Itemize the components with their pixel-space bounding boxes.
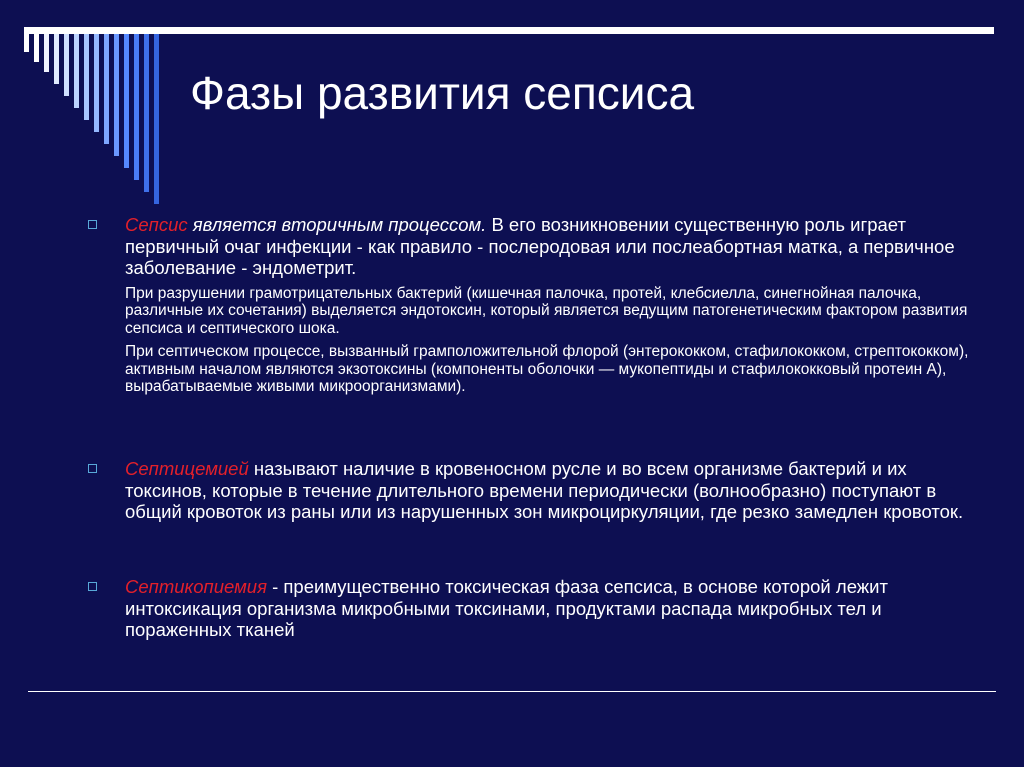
square-bullet-icon <box>88 464 97 473</box>
bullet-text <box>125 576 988 641</box>
square-bullet-icon <box>88 582 97 591</box>
top-rule <box>24 27 994 34</box>
square-bullet-icon <box>88 220 97 229</box>
term-suffix: является вторичным процессом. <box>187 214 487 235</box>
term-septicopyemia: Септикопиемия <box>125 576 267 597</box>
term-septicemia: Септицемией <box>125 458 249 479</box>
bullet-item-septicemia <box>88 458 988 523</box>
bullet-text <box>125 214 988 279</box>
slide-title: Фазы развития сепсиса <box>190 67 695 119</box>
sub-paragraph-gram-negative: При разрушении грамотрицательных бактерий (кишечная палочка, протей, клебсиелла, синегнойная палочка, различные их сочетания) выделяется эндотоксин, который является ведущим патогенетическим фактором развития сепсиса и септического шока. <box>125 284 968 337</box>
bullet-item-septicopyemia <box>88 576 988 641</box>
bullet-text <box>125 458 988 523</box>
term-sepsis: Сепсис <box>125 214 188 235</box>
sub-paragraph-gram-positive: При септическом процессе, вызванный грамположительной флорой (энтерококком, стафилококком, стрептококком), активным началом являются экзотоксины (компоненты оболочки — мукопептиды и стафилококковый протеин А), вырабатываемые живыми микроорганизмами). <box>125 343 969 395</box>
decorative-stripes <box>24 34 174 214</box>
bottom-rule <box>28 691 996 692</box>
bullet-body: В его возникновении существенную роль играет первичный очаг инфекции - как правило - послеродовая или послеабортная матка, а первичное заболевание - эндометрит. <box>125 214 955 278</box>
bullet-body: называют наличие в кровеносном русле и во всем организме бактерий и их токсинов, которые в течение длительного времени периодически (волнообразно) поступают в общий кровоток из раны или из нарушенных зон микроциркуляции, где резко замедлен кровоток. <box>125 458 964 522</box>
bullet-body: - преимущественно токсическая фаза сепсиса, в основе которой лежит интоксикация организма микробными токсинами, продуктами распада микробных тел и пораженных тканей <box>125 576 888 640</box>
bullet-item-sepsis <box>88 214 988 396</box>
